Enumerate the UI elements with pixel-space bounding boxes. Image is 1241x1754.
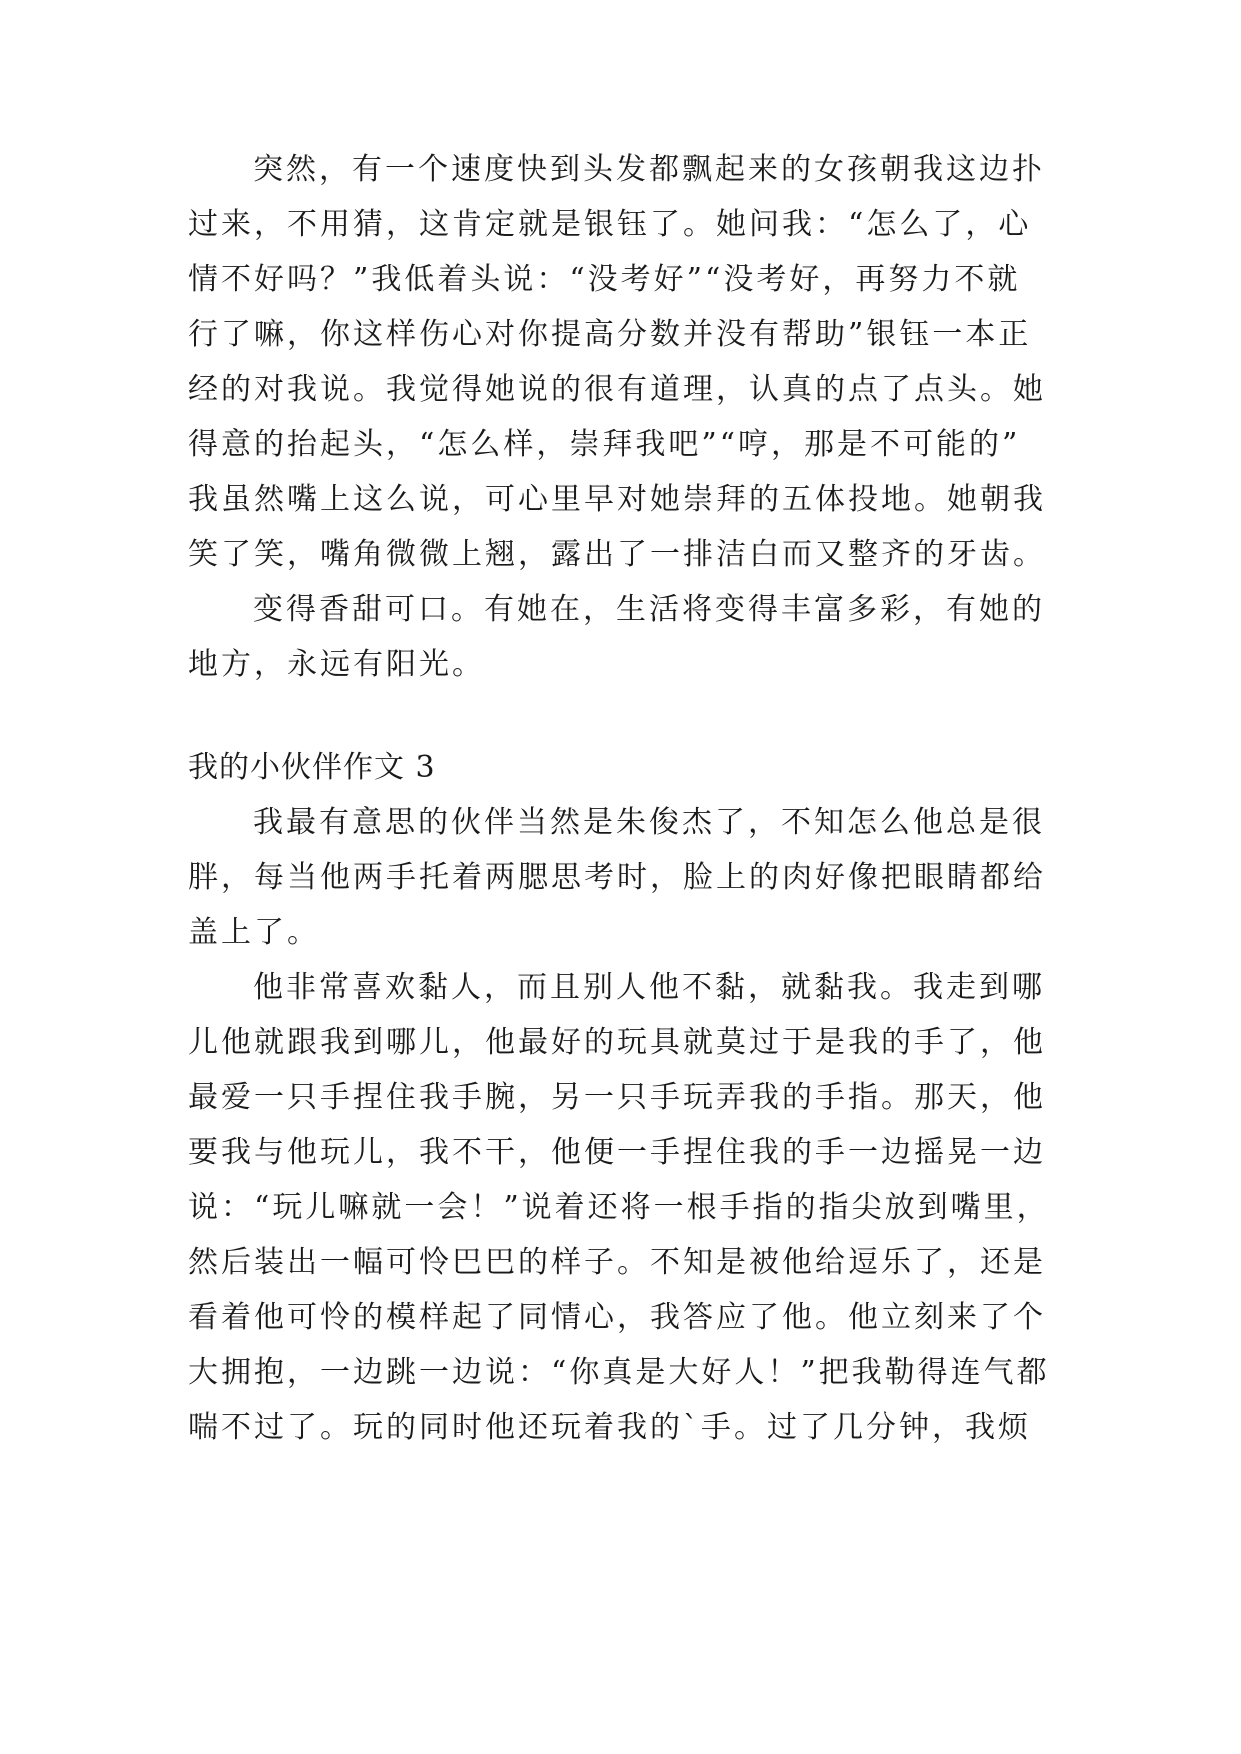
paragraph-line: 我虽然嘴上这么说，可心里早对她崇拜的五体投地。她朝我 [188, 482, 1046, 517]
paragraph-line: 要我与他玩儿，我不干，他便一手捏住我的手一边摇晃一边 [188, 1135, 1046, 1170]
paragraph-line: 笑了笑，嘴角微微上翘，露出了一排洁白而又整齐的牙齿。 [188, 537, 1046, 572]
paragraph-line: 过来，不用猜，这肯定就是银钰了。她问我：“怎么了，心 [188, 207, 1032, 242]
paragraph-line: 看着他可怜的模样起了同情心，我答应了他。他立刻来了个 [188, 1300, 1046, 1335]
paragraph-line: 突然，有一个速度快到头发都飘起来的女孩朝我这边扑 [253, 152, 1045, 187]
paragraph-line: 我最有意思的伙伴当然是朱俊杰了，不知怎么他总是很 [253, 805, 1045, 840]
paragraph-line: 地方，永远有阳光。 [188, 647, 485, 682]
paragraph-line: 经的对我说。我觉得她说的很有道理，认真的点了点头。她 [188, 372, 1046, 407]
paragraph-line: 儿他就跟我到哪儿，他最好的玩具就莫过于是我的手了，他 [188, 1025, 1046, 1060]
paragraph-line: 得意的抬起头，“怎么样，崇拜我吧”“哼，那是不可能的” [188, 427, 1021, 462]
paragraph-line: 情不好吗？”我低着头说：“没考好”“没考好，再努力不就 [188, 262, 1021, 297]
paragraph-line: 胖，每当他两手托着两腮思考时，脸上的肉好像把眼睛都给 [188, 860, 1046, 895]
paragraph-line: 行了嘛，你这样伤心对你提高分数并没有帮助”银钰一本正 [188, 317, 1032, 352]
section-title: 我的小伙伴作文 3 [188, 750, 436, 785]
paragraph-line: 说：“玩儿嘛就一会！”说着还将一根手指的指尖放到嘴里， [188, 1190, 1050, 1225]
paragraph-line: 大拥抱，一边跳一边说：“你真是大好人！”把我勒得连气都 [188, 1355, 1050, 1390]
paragraph-line: 然后装出一幅可怜巴巴的样子。不知是被他给逗乐了，还是 [188, 1245, 1046, 1280]
paragraph-line: 他非常喜欢黏人，而且别人他不黏，就黏我。我走到哪 [253, 970, 1045, 1005]
paragraph-line: 变得香甜可口。有她在，生活将变得丰富多彩，有她的 [253, 592, 1045, 627]
paragraph-line: 盖上了。 [188, 915, 320, 950]
paragraph-line: 最爱一只手捏住我手腕，另一只手玩弄我的手指。那天，他 [188, 1080, 1046, 1115]
paragraph-line: 喘不过了。玩的同时他还玩着我的`手。过了几分钟，我烦 [188, 1410, 1031, 1445]
